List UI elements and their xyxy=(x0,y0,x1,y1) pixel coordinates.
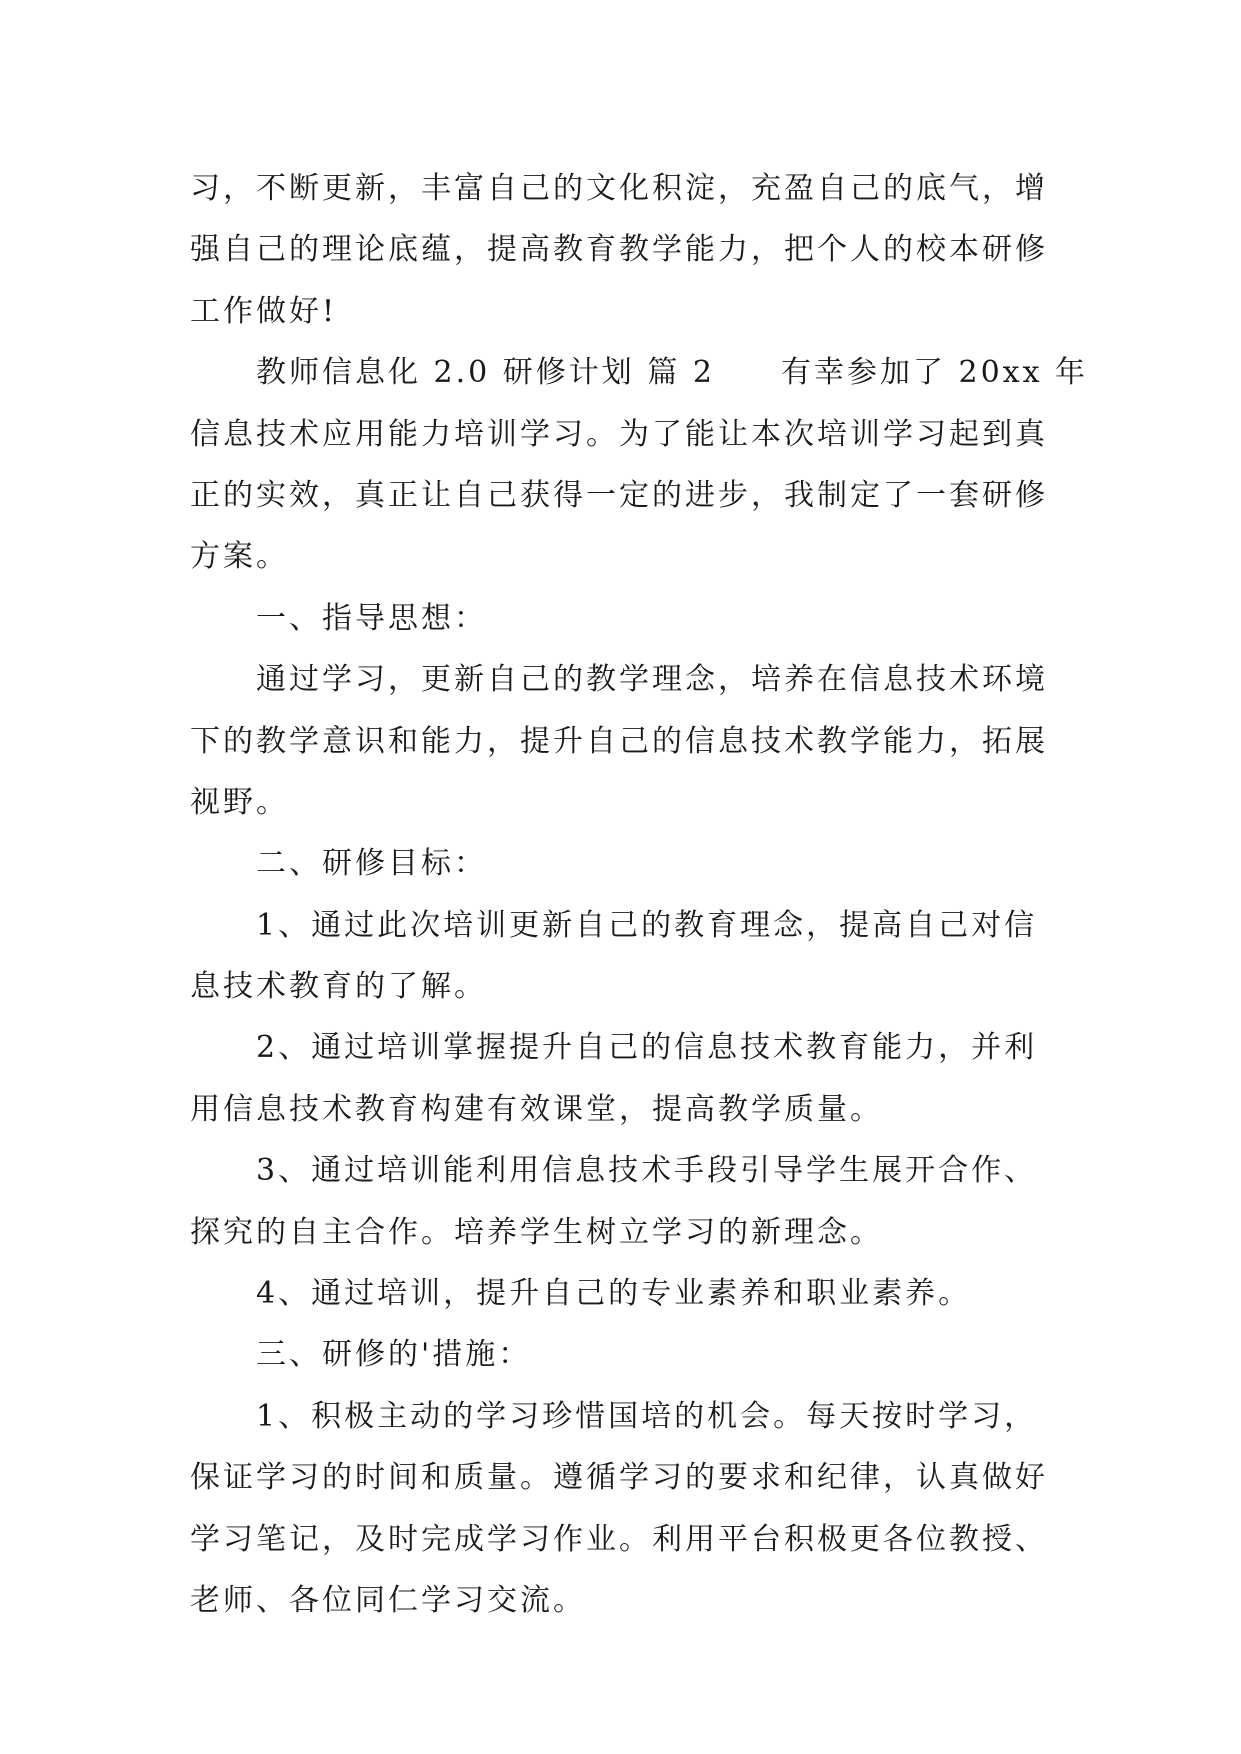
text-line: 用信息技术教育构建有效课堂，提高教学质量。 xyxy=(190,1091,883,1127)
text-line: 探究的自主合作。培养学生树立学习的新理念。 xyxy=(190,1214,883,1250)
text-line: 1、通过此次培训更新自己的教育理念，提高自己对信 xyxy=(256,907,1038,943)
document-body xyxy=(190,158,1089,1631)
text-line: 下的教学意识和能力，提升自己的信息技术教学能力，拓展 xyxy=(190,723,1048,759)
heading-measures: 三、研修的'措施： xyxy=(256,1337,532,1373)
text-line: 习，不断更新，丰富自己的文化积淀，充盈自己的底气，增 xyxy=(190,171,1048,206)
text-line: 强自己的理论底蕴，提高教育教学能力，把个人的校本研修 xyxy=(190,232,1048,268)
text-fragment: 有幸参加了 20xx 年 xyxy=(780,355,1089,391)
section-heading-line xyxy=(190,342,1089,403)
text-line: 2、通过培训掌握提升自己的信息技术教育能力，并利 xyxy=(256,1030,1038,1066)
text-line: 保证学习的时间和质量。遵循学习的要求和纪律，认真做好 xyxy=(190,1460,1048,1496)
text-line: 工作做好! xyxy=(190,293,338,329)
text-line: 方案。 xyxy=(190,539,289,575)
text-line: 1、积极主动的学习珍惜国培的机会。每天按时学习， xyxy=(256,1398,1038,1434)
text-line: 4、通过培训，提升自己的专业素养和职业素养。 xyxy=(256,1276,972,1312)
text-line: 视野。 xyxy=(190,784,289,820)
heading-guiding-thought: 一、指导思想： xyxy=(256,600,487,636)
text-line: 通过学习，更新自己的教学理念，培养在信息技术环境 xyxy=(256,662,1048,698)
text-line: 学习笔记，及时完成学习作业。利用平台积极更各位教授、 xyxy=(190,1521,1048,1557)
text-line: 信息技术应用能力培训学习。为了能让本次培训学习起到真 xyxy=(190,416,1048,452)
section-title: 教师信息化 2.0 研修计划 篇 2 xyxy=(256,355,715,391)
text-line: 正的实效，真正让自己获得一定的进步，我制定了一套研修 xyxy=(190,477,1048,513)
text-line: 3、通过培训能利用信息技术手段引导学生展开合作、 xyxy=(256,1153,1038,1189)
heading-goals: 二、研修目标： xyxy=(256,846,487,882)
text-line: 老师、各位同仁学习交流。 xyxy=(190,1582,586,1618)
text-line: 息技术教育的了解。 xyxy=(190,969,487,1005)
